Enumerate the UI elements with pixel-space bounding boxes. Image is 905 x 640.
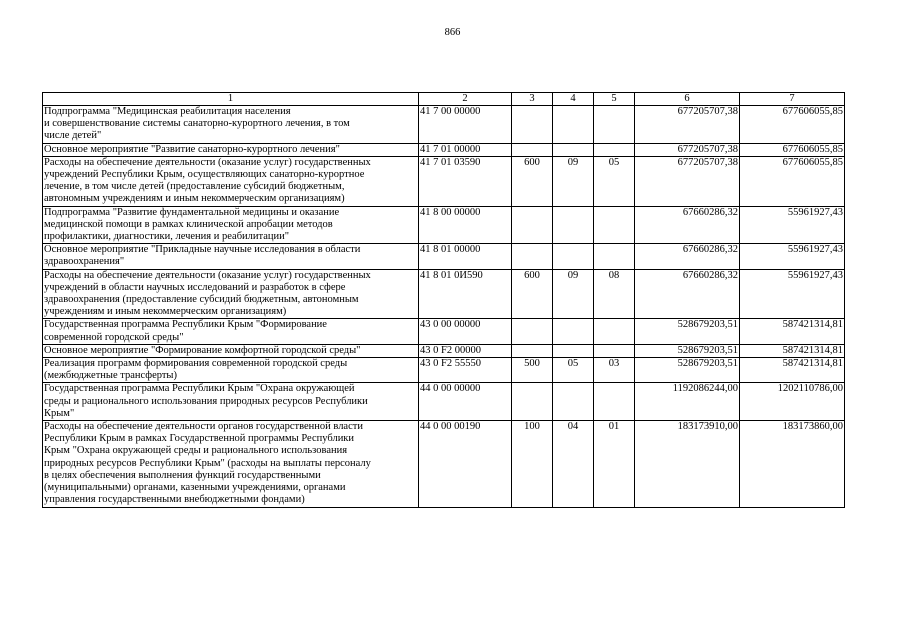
expense-type-code: 500 [512,358,553,383]
section-code [553,344,594,357]
budget-table [42,92,845,508]
amount-year-1: 677205707,38 [635,156,740,206]
description-line: (межбюджетные трансферты) [44,370,177,382]
table-row [43,358,845,383]
table-row [43,421,845,507]
amount-year-2: 55961927,43 [740,206,845,244]
description-line: Подпрограмма "Медицинская реабилитация населения [44,106,291,117]
expense-type-code [512,319,553,344]
expense-type-code: 600 [512,269,553,319]
column-header: 5 [594,93,635,106]
amount-year-2: 677606055,85 [740,156,845,206]
table-row [43,206,845,244]
row-description [43,143,419,156]
section-code [553,383,594,421]
row-description [43,106,419,144]
section-code [553,143,594,156]
expense-type-code [512,206,553,244]
description-line: современной городской среды" [44,331,184,343]
target-article-code: 41 7 01 00000 [419,143,512,156]
amount-year-1: 67660286,32 [635,269,740,319]
column-header: 4 [553,93,594,106]
description-line: лечение, в том числе детей (предоставление субсидий бюджетным, [44,181,345,193]
description-line: Основное мероприятие "Развитие санаторно-курортного лечения" [44,143,340,155]
description-line: Государственная программа Республики Крым "Охрана окружающей [44,383,355,395]
expense-type-code: 100 [512,421,553,507]
subsection-code [594,206,635,244]
description-line: Расходы на обеспечение деятельности (оказание услуг) государственных [44,156,371,168]
row-description [43,269,419,319]
subsection-code: 03 [594,358,635,383]
description-line: учреждениям и иным некоммерческим организациям) [44,306,287,318]
target-article-code: 41 7 00 00000 [419,106,512,144]
subsection-code [594,244,635,269]
table-row [43,319,845,344]
description-line: среды и рационального использования природных ресурсов Республики [44,395,368,407]
expense-type-code [512,344,553,357]
description-line: Реализация программ формирования современной городской среды [44,358,348,370]
description-line: учреждений в области научных исследований и разработок в сфере [44,281,346,293]
target-article-code: 44 0 00 00190 [419,421,512,507]
subsection-code [594,143,635,156]
target-article-code: 43 0 F2 00000 [419,344,512,357]
row-description [43,383,419,421]
description-line: Крым "Охрана окружающей среды и рационального использования [44,445,348,457]
section-code: 05 [553,358,594,383]
table-row [43,244,845,269]
description-line: управления государственными внебюджетными фондами) [44,494,305,506]
target-article-code: 41 8 01 00000 [419,244,512,269]
description-line: и совершенствование системы санаторно-курортного лечения, в том [44,118,350,130]
amount-year-1: 528679203,51 [635,319,740,344]
description-line: автономным учреждениям и иным некоммерческим организациям) [44,193,345,205]
amount-year-2: 587421314,81 [740,344,845,357]
description-line: учреждений Республики Крым, осуществляющих санаторно-курортное [44,169,365,181]
amount-year-1: 67660286,32 [635,206,740,244]
subsection-code [594,383,635,421]
amount-year-1: 677205707,38 [635,106,740,144]
section-code [553,319,594,344]
row-description [43,319,419,344]
amount-year-1: 1192086244,00 [635,383,740,421]
description-line: профилактики, диагностики, лечения и реабилитации" [44,231,290,243]
description-line: Основное мероприятие "Формирование комфортной городской среды" [44,344,361,356]
description-line: Расходы на обеспечение деятельности (оказание услуг) государственных [44,269,371,281]
page-number: 866 [444,27,461,38]
column-header: 1 [43,93,419,106]
section-code [553,206,594,244]
description-line: Основное мероприятие "Прикладные научные исследования в области [44,244,361,256]
description-line: числе детей" [44,130,102,142]
description-line: здравоохранения" [44,256,125,268]
amount-year-2: 55961927,43 [740,244,845,269]
column-header: 6 [635,93,740,106]
header-row [43,93,845,106]
subsection-code: 08 [594,269,635,319]
amount-year-1: 677205707,38 [635,143,740,156]
amount-year-2: 677606055,85 [740,143,845,156]
target-article-code: 41 7 01 03590 [419,156,512,206]
description-line: медицинской помощи в рамках клинической апробации методов [44,218,333,230]
row-description [43,344,419,357]
target-article-code: 41 8 01 0И590 [419,269,512,319]
description-line: Республики Крым в рамках Государственной программы Республики [44,433,355,445]
table-row [43,156,845,206]
description-line: Расходы на обеспечение деятельности органов государственной власти [44,421,363,433]
section-code [553,244,594,269]
expense-type-code [512,143,553,156]
description-line: в целях обеспечения выполнения функций государственными [44,469,321,481]
table-row [43,269,845,319]
amount-year-2: 183173860,00 [740,421,845,507]
description-line: здравоохранения (предоставление субсидий бюджетным, автономным [44,294,359,306]
description-line: Подпрограмма "Развитие фундаментальной медицины и оказание [44,206,340,218]
subsection-code: 05 [594,156,635,206]
table-row [43,106,845,144]
row-description [43,206,419,244]
amount-year-2: 55961927,43 [740,269,845,319]
amount-year-1: 528679203,51 [635,344,740,357]
section-code [553,106,594,144]
amount-year-2: 677606055,85 [740,106,845,144]
target-article-code: 44 0 00 00000 [419,383,512,421]
column-header: 2 [419,93,512,106]
row-description [43,244,419,269]
expense-type-code [512,106,553,144]
table-row [43,344,845,357]
row-description [43,358,419,383]
table-row [43,383,845,421]
section-code: 04 [553,421,594,507]
amount-year-1: 528679203,51 [635,358,740,383]
column-header: 3 [512,93,553,106]
target-article-code: 43 0 F2 55550 [419,358,512,383]
amount-year-2: 587421314,81 [740,358,845,383]
description-line: природных ресурсов Республики Крым" (расходы на выплаты персоналу [44,457,371,469]
amount-year-1: 183173910,00 [635,421,740,507]
column-header: 7 [740,93,845,106]
table-row [43,143,845,156]
target-article-code: 43 0 00 00000 [419,319,512,344]
subsection-code: 01 [594,421,635,507]
subsection-code [594,106,635,144]
subsection-code [594,319,635,344]
subsection-code [594,344,635,357]
amount-year-2: 1202110786,00 [740,383,845,421]
row-description [43,421,419,507]
description-line: (муниципальными) органами, казенными учреждениями, органами [44,482,346,494]
table-body [43,106,845,508]
expense-type-code [512,383,553,421]
amount-year-2: 587421314,81 [740,319,845,344]
row-description [43,156,419,206]
description-line: Государственная программа Республики Крым "Формирование [44,319,327,331]
target-article-code: 41 8 00 00000 [419,206,512,244]
section-code: 09 [553,156,594,206]
amount-year-1: 67660286,32 [635,244,740,269]
expense-type-code [512,244,553,269]
expense-type-code: 600 [512,156,553,206]
section-code: 09 [553,269,594,319]
description-line: Крым" [44,407,75,419]
